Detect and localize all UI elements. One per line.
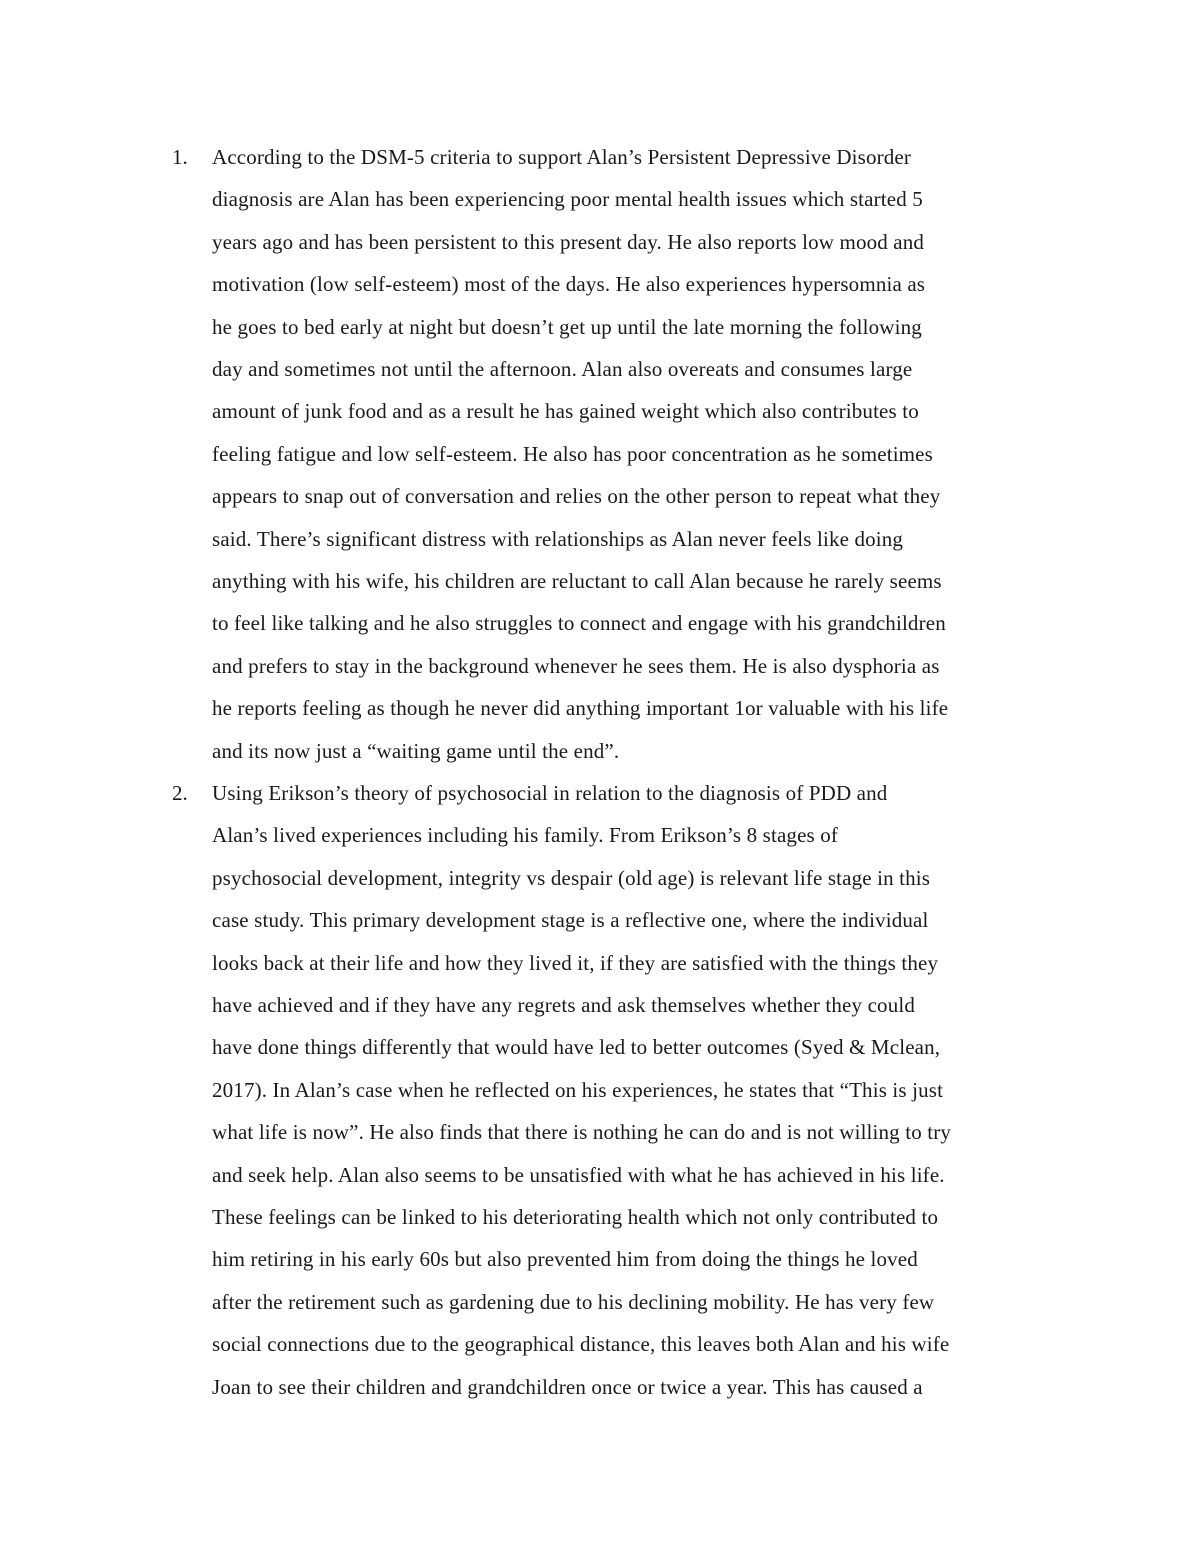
text-line: Joan to see their children and grandchildren once or twice a year. This has caused a (212, 1374, 923, 1399)
text-line: to feel like talking and he also struggles to connect and engage with his grandchildren (212, 611, 946, 636)
text-line: case study. This primary development stage is a reflective one, where the individual (212, 908, 929, 933)
text-line: and seek help. Alan also seems to be unsatisfied with what he has achieved in his life. (212, 1162, 945, 1187)
text-line: and its now just a “waiting game until the end”. (212, 738, 620, 763)
text-line: anything with his wife, his children are reluctant to call Alan because he rarely seems (212, 569, 942, 593)
text-line: years ago and has been persistent to this present day. He also reports low mood and (212, 229, 925, 254)
text-line: day and sometimes not until the afternoon. Alan also overeats and consumes large (212, 357, 913, 381)
text-line: him retiring in his early 60s but also prevented him from doing the things he loved (212, 1247, 918, 1272)
text-line: These feelings can be linked to his deteriorating health which not only contributed to (212, 1205, 939, 1229)
text-line: Using Erikson’s theory of psychosocial in relation to the diagnosis of PDD and (212, 781, 888, 805)
text-line: said. There’s significant distress with relationships as Alan never feels like doing (212, 526, 904, 551)
text-line: psychosocial development, integrity vs despair (old age) is relevant life stage in this (212, 865, 931, 890)
text-line: he reports feeling as though he never did anything important 1or valuable with his life (212, 696, 949, 721)
text-line: amount of junk food and as a result he has gained weight which also contributes to (212, 399, 919, 424)
list-number: 2. (172, 781, 188, 805)
text-line: have done things differently that would have led to better outcomes (Syed & Mclean, (212, 1035, 941, 1060)
text-line: he goes to bed early at night but doesn’t get up until the late morning the following (212, 314, 922, 339)
text-line: have achieved and if they have any regrets and ask themselves whether they could (212, 993, 915, 1017)
list-number: 1. (172, 145, 188, 169)
text-line: social connections due to the geographical distance, this leaves both Alan and his wife (212, 1332, 950, 1357)
text-line: feeling fatigue and low self-esteem. He also has poor concentration as he sometimes (212, 441, 933, 466)
text-line: looks back at their life and how they lived it, if they are satisfied with the things they (212, 950, 939, 975)
text-line: and prefers to stay in the background whenever he sees them. He is also dysphoria as (212, 653, 940, 678)
text-line: what life is now”. He also finds that there is nothing he can do and is not willing to try (212, 1120, 952, 1145)
text-line: appears to snap out of conversation and relies on the other person to repeat what they (212, 484, 941, 509)
text-line: Alan’s lived experiences including his family. From Erikson’s 8 stages of (212, 823, 839, 848)
text-line: after the retirement such as gardening due to his declining mobility. He has very few (212, 1289, 935, 1314)
text-line: 2017). In Alan’s case when he reflected on his experiences, he states that “This is just (212, 1077, 944, 1102)
text-line: According to the DSM-5 criteria to support Alan’s Persistent Depressive Disorder (212, 145, 912, 169)
text-line: diagnosis are Alan has been experiencing poor mental health issues which started 5 (212, 187, 923, 212)
text-line: motivation (low self-esteem) most of the days. He also experiences hypersomnia as (212, 272, 926, 297)
